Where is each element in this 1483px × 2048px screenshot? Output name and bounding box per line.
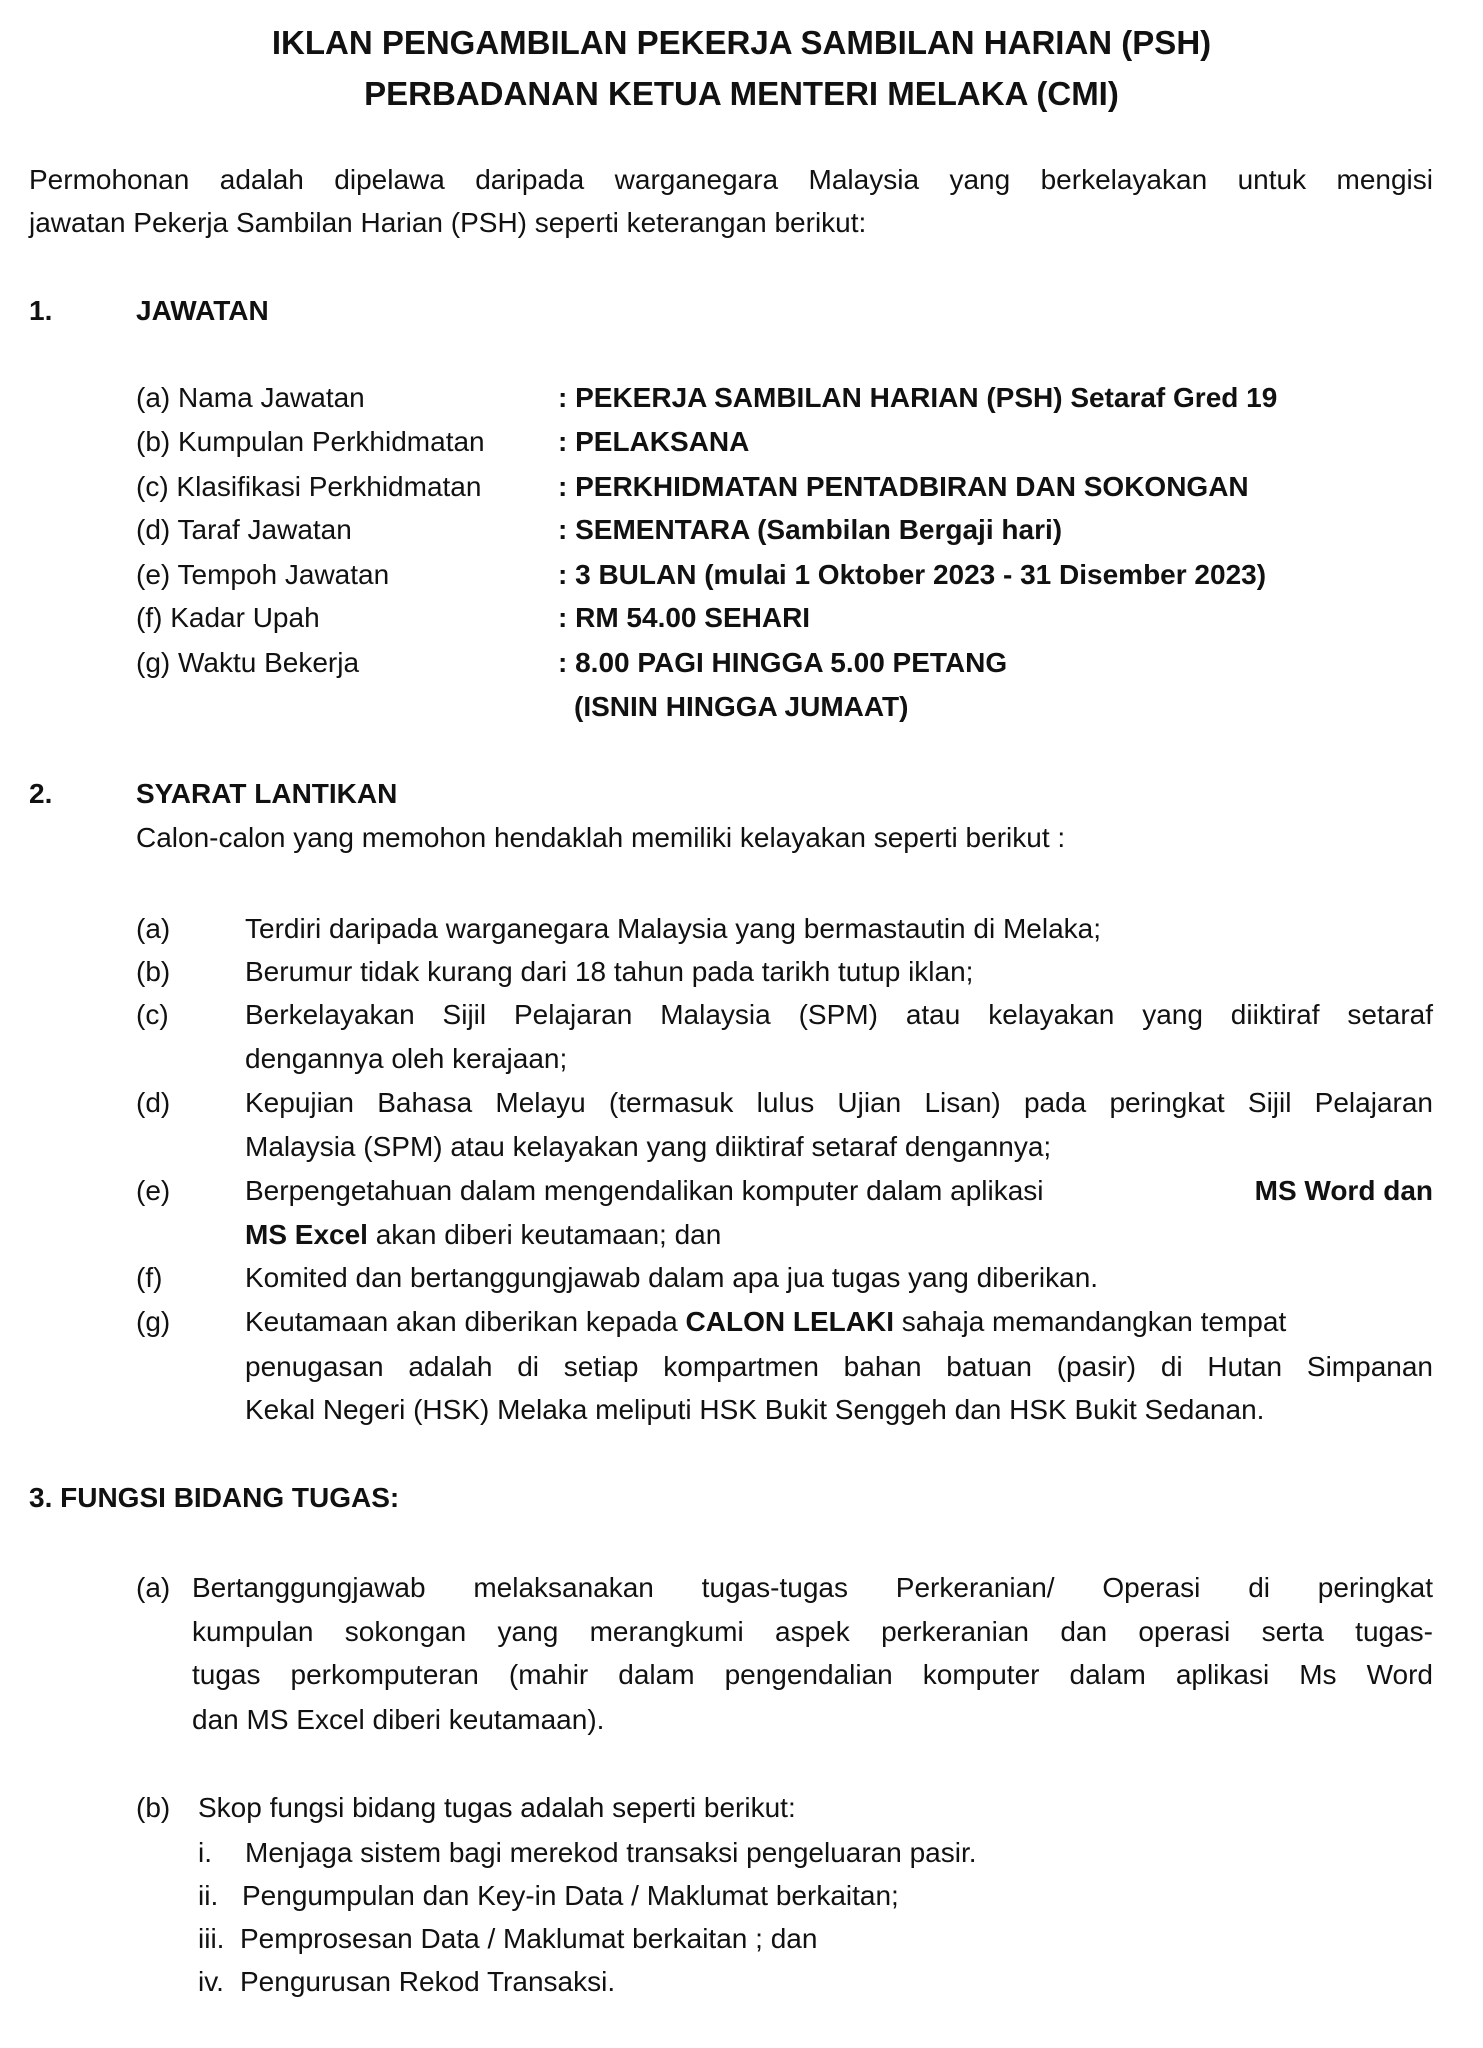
intro-line-1: Permohonan adalah dipelawa daripada warganegara Malaysia yang berkelayakan untuk mengisi: [29, 164, 1433, 195]
item-text-bold: CALON LELAKI: [685, 1306, 894, 1337]
list-item: Menjaga sistem bagi merekod transaksi pengeluaran pasir.: [245, 1837, 977, 1868]
item-letter: (e): [136, 1175, 171, 1206]
item-text: kumpulan sokongan yang merangkumi aspek perkeranian dan operasi serta tugas-: [192, 1616, 1433, 1647]
row-label: (e) Tempoh Jawatan: [136, 559, 390, 590]
item-text: Berumur tidak kurang dari 18 tahun pada tarikh tutup iklan;: [245, 956, 974, 987]
section-2-intro: Calon-calon yang memohon hendaklah memiliki kelayakan seperti berikut :: [136, 822, 1066, 853]
row-label: (d) Taraf Jawatan: [136, 514, 352, 545]
list-number: i.: [198, 1837, 212, 1868]
list-item: Pengumpulan dan Key-in Data / Maklumat berkaitan;: [242, 1880, 899, 1911]
item-text: [245, 1215, 721, 1255]
item-letter: (a): [136, 913, 171, 944]
section-1-heading: JAWATAN: [136, 295, 269, 326]
list-item: Pemprosesan Data / Maklumat berkaitan ; dan: [240, 1923, 818, 1954]
item-letter: (a): [136, 1572, 171, 1603]
item-text: Bertanggungjawab melaksanakan tugas-tugas Perkeranian/ Operasi di peringkat: [192, 1572, 1433, 1603]
item-text-bold: MS Excel: [245, 1219, 368, 1250]
item-letter: (d): [136, 1087, 171, 1118]
item-text-part: Keutamaan akan diberikan kepada: [245, 1306, 686, 1337]
intro-line-2: jawatan Pekerja Sambilan Harian (PSH) seperti keterangan berikut:: [29, 207, 867, 238]
row-value: : 8.00 PAGI HINGGA 5.00 PETANG: [558, 647, 1008, 678]
item-text: Kepujian Bahasa Melayu (termasuk lulus Ujian Lisan) pada peringkat Sijil Pelajaran: [245, 1087, 1433, 1118]
item-letter: (g): [136, 1306, 171, 1337]
item-text-part: akan diberi keutamaan; dan: [367, 1219, 722, 1250]
item-text: dengannya oleh kerajaan;: [245, 1043, 568, 1074]
row-value: : 3 BULAN (mulai 1 Oktober 2023 - 31 Disember 2023): [558, 559, 1267, 590]
section-2-number: 2.: [29, 778, 53, 809]
title-line-2: PERBADANAN KETUA MENTERI MELAKA (CMI): [364, 75, 1119, 112]
list-item: Pengurusan Rekod Transaksi.: [240, 1966, 616, 1997]
section-3-heading: 3. FUNGSI BIDANG TUGAS:: [29, 1482, 400, 1513]
row-label: (g) Waktu Bekerja: [136, 647, 360, 678]
item-text: Kekal Negeri (HSK) Melaka meliputi HSK Bukit Senggeh dan HSK Bukit Sedanan.: [245, 1394, 1265, 1425]
list-number: ii.: [198, 1880, 219, 1911]
row-label: (c) Klasifikasi Perkhidmatan: [136, 471, 482, 502]
row-value: : RM 54.00 SEHARI: [558, 602, 811, 633]
list-number: iv.: [198, 1966, 224, 1997]
item-text: Malaysia (SPM) atau kelayakan yang diiktiraf setaraf dengannya;: [245, 1131, 1052, 1162]
item-text: [245, 1302, 1286, 1342]
row-label: (b) Kumpulan Perkhidmatan: [136, 426, 485, 457]
item-letter: (f): [136, 1262, 163, 1293]
item-letter: (c): [136, 999, 169, 1030]
item-text: Komited dan bertanggungjawab dalam apa jua tugas yang diberikan.: [245, 1262, 1099, 1293]
item-text: [245, 1171, 1433, 1211]
item-text: Skop fungsi bidang tugas adalah seperti berikut:: [198, 1792, 796, 1823]
row-value: : SEMENTARA (Sambilan Bergaji hari): [558, 514, 1063, 545]
item-text-bold: MS Word dan: [1254, 1175, 1433, 1206]
item-text: dan MS Excel diberi keutamaan).: [192, 1704, 605, 1735]
row-value: : PEKERJA SAMBILAN HARIAN (PSH) Setaraf Gred 19: [558, 382, 1278, 413]
item-text: Berkelayakan Sijil Pelajaran Malaysia (SPM) atau kelayakan yang diiktiraf setaraf: [245, 999, 1433, 1030]
item-letter: (b): [136, 956, 171, 987]
list-number: iii.: [198, 1923, 225, 1954]
item-letter: (b): [136, 1792, 171, 1823]
row-label: (a) Nama Jawatan: [136, 382, 365, 413]
row-value: : PELAKSANA: [558, 426, 750, 457]
item-text: tugas perkomputeran (mahir dalam pengendalian komputer dalam aplikasi Ms Word: [192, 1659, 1433, 1690]
section-2-heading: SYARAT LANTIKAN: [136, 778, 398, 809]
item-text: penugasan adalah di setiap kompartmen bahan batuan (pasir) di Hutan Simpanan: [245, 1351, 1433, 1382]
item-text-part: sahaja memandangkan tempat: [893, 1306, 1287, 1337]
item-text: Terdiri daripada warganegara Malaysia yang bermastautin di Melaka;: [245, 913, 1102, 944]
row-value: : PERKHIDMATAN PENTADBIRAN DAN SOKONGAN: [558, 471, 1249, 502]
item-text-part: Berpengetahuan dalam mengendalikan komputer dalam aplikasi: [245, 1175, 1044, 1206]
row-label: (f) Kadar Upah: [136, 602, 320, 633]
section-1-number: 1.: [29, 295, 53, 326]
title-line-1: IKLAN PENGAMBILAN PEKERJA SAMBILAN HARIAN (PSH): [271, 24, 1212, 61]
row-value-extra: (ISNIN HINGGA JUMAAT): [574, 691, 909, 722]
